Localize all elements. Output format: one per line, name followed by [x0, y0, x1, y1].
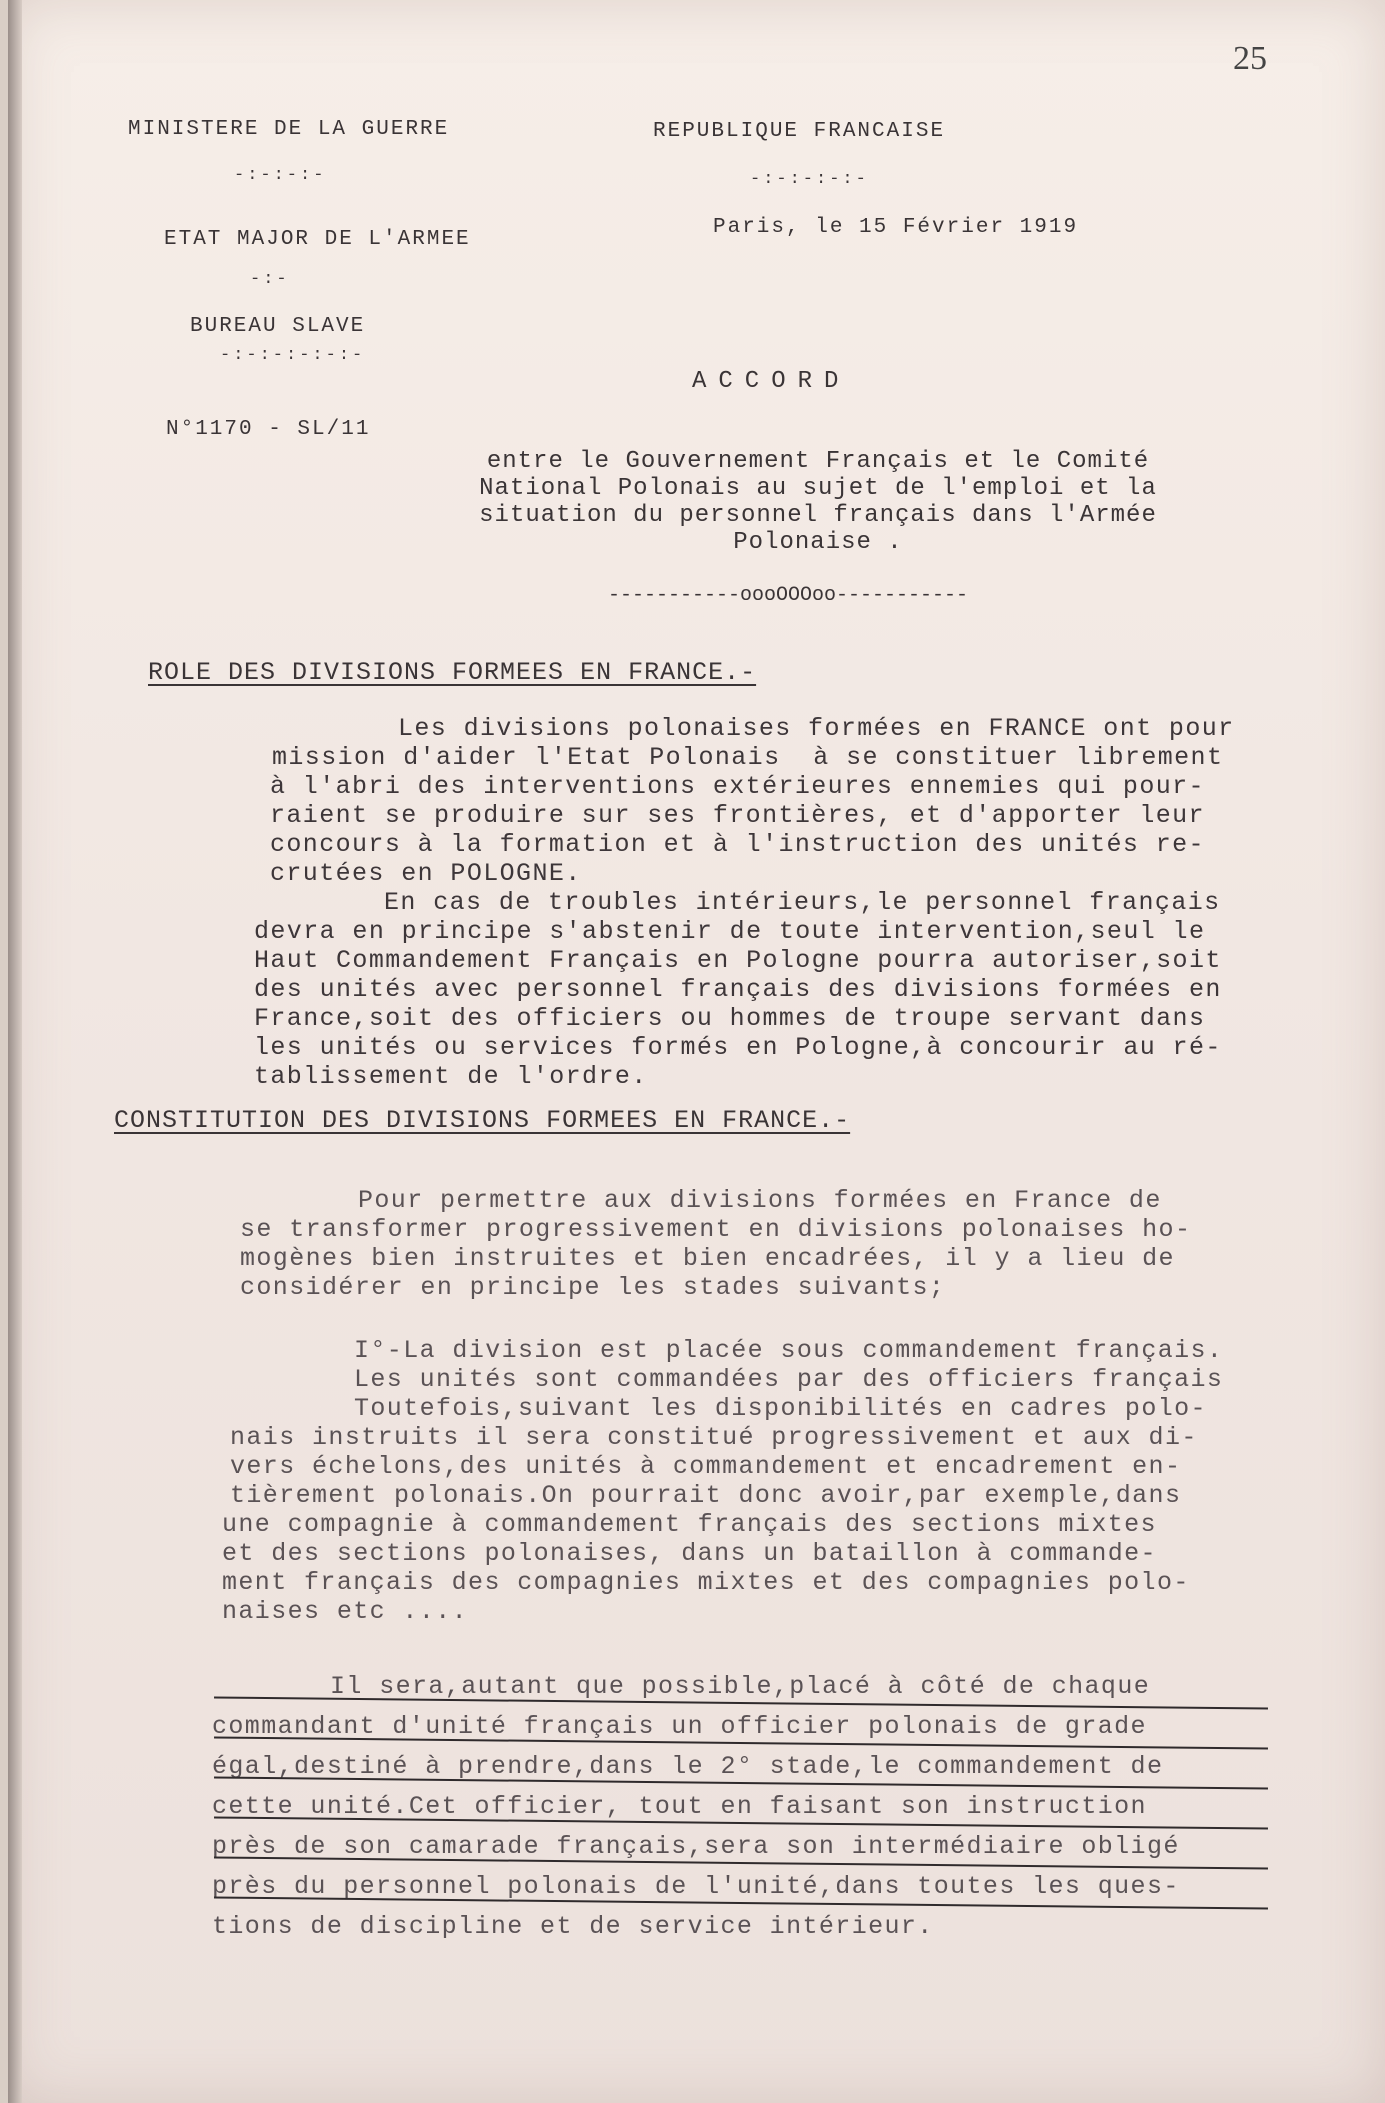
text-line: Toutefois,suivant les disponibilités en cadres polo- — [354, 1394, 1207, 1423]
staff-name: ETAT MAJOR DE L'ARMEE — [164, 228, 471, 251]
republic-name: REPUBLIQUE FRANCAISE — [653, 120, 946, 143]
text-line: se transformer progressivement en divisions polonaises ho- — [240, 1215, 1192, 1244]
text-line: mogènes bien instruites et bien encadrées, il y a lieu de — [240, 1244, 1175, 1273]
text-line: une compagnie à commandement français des sections mixtes — [222, 1510, 1157, 1539]
text-line: nais instruits il sera constitué progressivement et aux di- — [230, 1423, 1198, 1452]
place-and-date: Paris, le 15 Février 1919 — [713, 216, 1079, 239]
document-page — [8, 0, 1385, 2103]
text-line: tions de discipline et de service intérieur. — [212, 1912, 934, 1941]
text-line: Les divisions polonaises formées en FRANCE ont pour — [398, 714, 1235, 743]
text-line: devra en principe s'abstenir de toute intervention,seul le — [254, 917, 1206, 946]
text-line: naises etc .... — [222, 1597, 469, 1626]
section-heading-constitution: CONSTITUTION DES DIVISIONS FORMEES EN FRANCE.- — [114, 1106, 851, 1135]
text-line: vers échelons,des unités à commandement et encadrement en- — [230, 1452, 1182, 1481]
text-line: et des sections polonaises, dans un bataillon à commande- — [222, 1539, 1157, 1568]
text-line: les unités ou services formés en Pologne,à concourir au ré- — [254, 1033, 1222, 1062]
ministry-decoration: -:-:-:- — [234, 166, 327, 185]
text-line: I°-La division est placée sous commandement français. — [354, 1336, 1224, 1365]
section-heading-role: ROLE DES DIVISIONS FORMEES EN FRANCE.- — [148, 658, 757, 687]
document-title: ACCORD — [692, 368, 851, 395]
bureau-decoration: -:-:-:-:-:- — [220, 346, 366, 365]
text-line: tièrement polonais.On pourrait donc avoir,par exemple,dans — [230, 1481, 1182, 1510]
bureau-name: BUREAU SLAVE — [190, 315, 366, 338]
republic-decoration: -:-:-:-:- — [750, 170, 869, 189]
text-line: des unités avec personnel français des divisions formées en — [254, 975, 1222, 1004]
text-line: mission d'aider l'Etat Polonais à se constituer librement — [272, 743, 1224, 772]
text-line: France,soit des officiers ou hommes de troupe servant dans — [254, 1004, 1206, 1033]
text-line: à l'abri des interventions extérieures ennemies qui pour- — [270, 772, 1205, 801]
reference-number: N°1170 - SL/11 — [166, 418, 371, 441]
text-line: concours à la formation et à l'instruction des unités re- — [270, 830, 1205, 859]
text-line: près du personnel polonais de l'unité,dans toutes les ques- — [212, 1872, 1180, 1901]
text-line: commandant d'unité français un officier polonais de grade — [212, 1712, 1147, 1741]
text-line: En cas de troubles intérieurs,le personnel français — [384, 888, 1221, 917]
text-line: cette unité.Cet officier, tout en faisant son instruction — [212, 1792, 1147, 1821]
text-line: Pour permettre aux divisions formées en France de — [358, 1186, 1162, 1215]
text-line: raient se produire sur ses frontières, et d'apporter leur — [270, 801, 1205, 830]
text-line: tablissement de l'ordre. — [254, 1062, 648, 1091]
document-subject: entre le Gouvernement Français et le Comité National Polonais au sujet de l'emploi et la situation du personnel français dans l'Armée Polonaise . — [479, 448, 1157, 556]
page-number: 25 — [1233, 40, 1267, 77]
text-line: près de son camarade français,sera son intermédiaire obligé — [212, 1832, 1180, 1861]
staff-decoration: -:- — [250, 270, 290, 289]
separator-line: -----------oooOOOoo----------- — [608, 584, 969, 607]
text-line: considérer en principe les stades suivants; — [240, 1273, 946, 1302]
text-line: Les unités sont commandées par des officiers français — [354, 1365, 1224, 1394]
page-edge-shadow — [8, 0, 22, 2103]
text-line: Haut Commandement Français en Pologne pourra autoriser,soit — [254, 946, 1222, 975]
text-line: Il sera,autant que possible,placé à côté de chaque — [330, 1672, 1151, 1701]
text-line: égal,destiné à prendre,dans le 2° stade,le commandement de — [212, 1752, 1164, 1781]
ministry-name: MINISTERE DE LA GUERRE — [128, 118, 450, 141]
text-line: ment français des compagnies mixtes et des compagnies polo- — [222, 1568, 1190, 1597]
text-line: crutées en POLOGNE. — [270, 859, 582, 888]
